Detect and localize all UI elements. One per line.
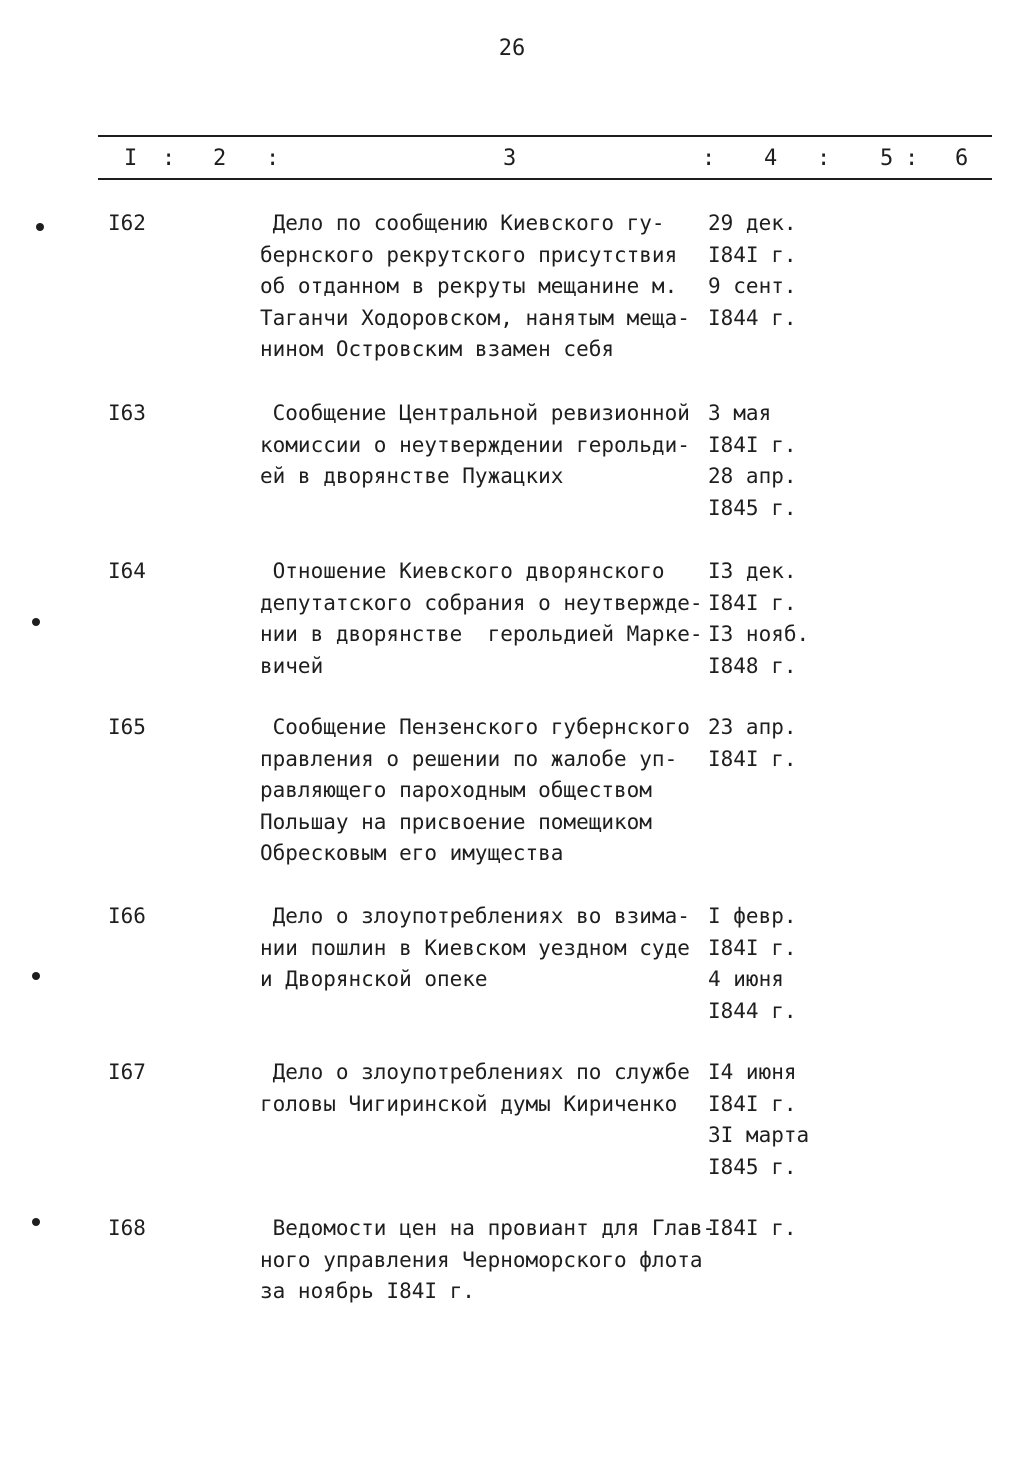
header-col-6: 6	[955, 146, 969, 171]
table-header-top-rule	[98, 135, 992, 137]
date-line: I84I г.	[708, 1091, 797, 1116]
header-separator: :	[905, 146, 919, 171]
date-line: I3 дек.	[708, 559, 797, 583]
description-line: Дело о злоупотреблениях по службе	[260, 1060, 690, 1084]
description-line: Таганчи Ходоровском, нанятым меща-	[260, 305, 690, 330]
page-number: 26	[498, 36, 526, 61]
record-description	[260, 901, 710, 996]
date-line: I84I г.	[708, 590, 797, 615]
description-line: за ноябрь I84I г.	[260, 1279, 475, 1303]
date-line: 9 сент.	[708, 274, 797, 298]
header-col-2: 2	[213, 146, 227, 171]
record-number: I63	[108, 401, 146, 425]
binder-hole-mark	[32, 618, 40, 626]
record-number: I68	[108, 1216, 146, 1240]
binder-hole-mark	[32, 972, 40, 980]
record-number: I67	[108, 1060, 146, 1084]
description-line: нином Островским взамен себя	[260, 337, 615, 361]
description-line: Сообщение Пензенского губернского	[260, 715, 690, 739]
date-line: 28 апр.	[708, 464, 797, 488]
date-line: 29 дек.	[708, 211, 797, 235]
binder-hole-mark	[36, 223, 44, 231]
date-line: I4 июня	[708, 1060, 797, 1084]
description-line: Обресковым его имущества	[260, 841, 564, 865]
record-description	[260, 1057, 710, 1120]
description-line: ного управления Черноморского флота	[260, 1247, 703, 1272]
record-number: I65	[108, 715, 146, 739]
date-line: 3 мая	[708, 401, 772, 425]
header-col-4: 4	[764, 146, 778, 171]
record-description	[260, 556, 710, 682]
record-description	[260, 398, 710, 493]
description-line: нии в дворянстве герольдией Марке-	[260, 622, 703, 646]
date-line: I84I г.	[708, 746, 797, 771]
date-line: I844 г.	[708, 998, 797, 1023]
date-line: I844 г.	[708, 305, 797, 330]
description-line: комиссии о неутверждении герольди-	[260, 432, 690, 457]
description-line: головы Чигиринской думы Кириченко	[260, 1091, 678, 1116]
record-description	[260, 1213, 716, 1308]
record-dates	[708, 712, 818, 775]
record-number: I64	[108, 559, 146, 583]
date-line: I84I г.	[708, 432, 797, 457]
date-line: I845 г.	[708, 1154, 797, 1179]
description-line: Ведомости цен на провиант для Глав-	[260, 1216, 716, 1240]
record-description	[260, 208, 710, 366]
date-line: I848 г.	[708, 653, 797, 678]
record-dates	[708, 1057, 818, 1183]
description-line: Польшау на присвоение помещиком	[260, 809, 652, 834]
record-number: I66	[108, 904, 146, 928]
description-line: правления о решении по жалобе уп-	[260, 746, 678, 771]
record-dates	[708, 556, 818, 682]
record-description	[260, 712, 710, 870]
description-line: равляющего пароходным обществом	[260, 778, 652, 802]
table-header-bottom-rule	[98, 178, 992, 180]
description-line: депутатского собрания о неутвержде-	[260, 590, 703, 615]
header-col-5: 5	[880, 146, 894, 171]
date-line: 23 апр.	[708, 715, 797, 739]
record-dates	[708, 208, 818, 334]
record-dates	[708, 398, 818, 524]
date-line: I84I г.	[708, 935, 797, 960]
header-separator: :	[702, 146, 716, 171]
description-line: Отношение Киевского дворянского	[260, 559, 665, 583]
date-line: I84I г.	[708, 1216, 797, 1240]
header-col-3: 3	[503, 146, 517, 171]
description-line: об отданном в рекруты мещанине м.	[260, 274, 678, 298]
record-dates	[708, 901, 818, 1027]
description-line: вичей	[260, 653, 324, 678]
date-line: 4 июня	[708, 967, 784, 991]
record-number: I62	[108, 211, 146, 235]
description-line: Сообщение Центральной ревизионной	[260, 401, 690, 425]
header-separator: :	[266, 146, 280, 171]
date-line: I февр.	[708, 904, 797, 928]
description-line: Дело по сообщению Киевского гу-	[260, 211, 665, 235]
header-separator: :	[817, 146, 831, 171]
description-line: бернского рекрутского присутствия	[260, 242, 678, 267]
description-line: и Дворянской опеке	[260, 967, 488, 991]
date-line: I845 г.	[708, 495, 797, 520]
header-col-1: I	[124, 146, 138, 171]
description-line: ей в дворянстве Пужацких	[260, 464, 564, 488]
header-separator: :	[162, 146, 176, 171]
description-line: нии пошлин в Киевском уездном суде	[260, 935, 690, 960]
description-line: Дело о злоупотреблениях во взима-	[260, 904, 690, 928]
date-line: 3I марта	[708, 1123, 810, 1147]
date-line: I84I г.	[708, 242, 797, 267]
date-line: I3 нояб.	[708, 622, 810, 646]
record-dates	[708, 1213, 818, 1245]
binder-hole-mark	[32, 1218, 40, 1226]
